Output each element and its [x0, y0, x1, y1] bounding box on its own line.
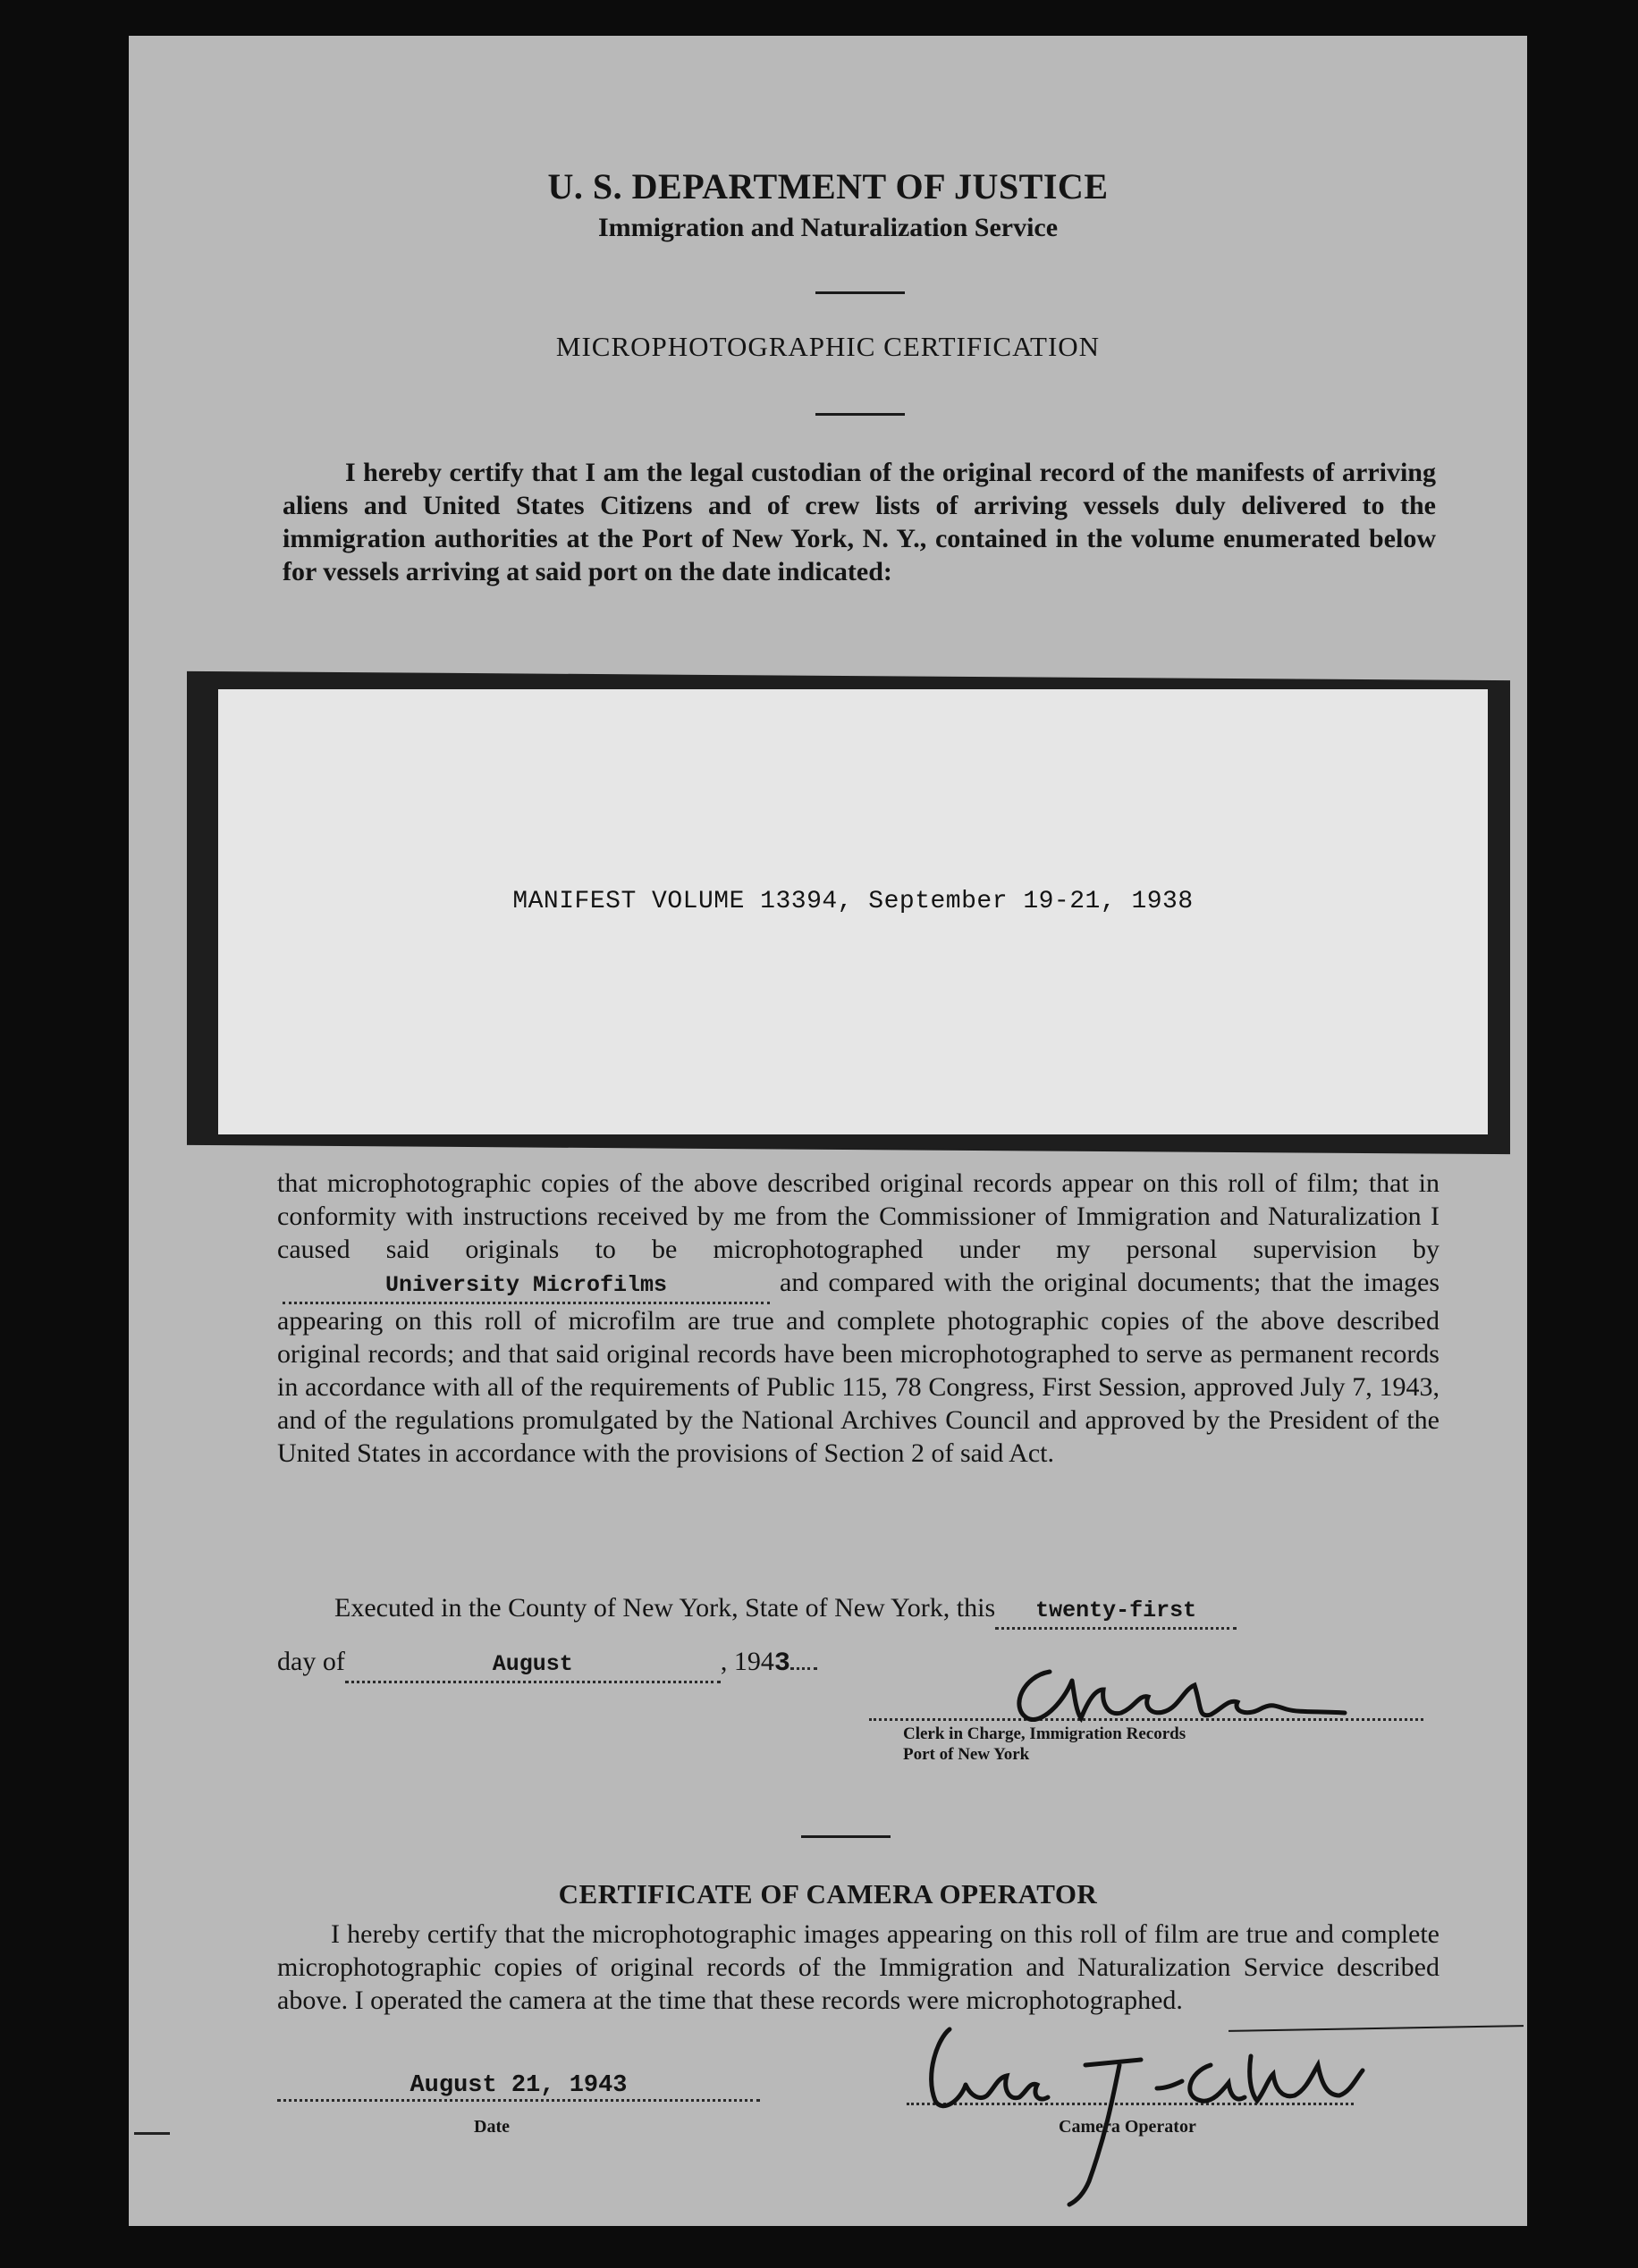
camera-operator-label: Camera Operator [1059, 2117, 1196, 2137]
clerk-title [903, 1724, 1186, 1765]
manifest-volume-text: MANIFEST VOLUME 13394, September 19-21, 1938 [512, 888, 1194, 915]
day-field: twenty-first [995, 1594, 1237, 1630]
body-text-2: and compared with the original documents; that the images appearing on this roll of microfilm are true and complete photographic copies of the above described original records; and that said original records have been microphotographed to serve as permanent records in accordance with all of the requirements of Public 115, 78 Congress, First Session, approved July 7, 1943, and of the regulations promulgated by the National Archives Council and approved by the President of the United States in accordance with the provisions of Section 2 of said Act. [277, 1268, 1440, 1468]
day-of-label: day of [277, 1647, 345, 1676]
year-dots [790, 1667, 817, 1670]
film-edge-mark [134, 2132, 170, 2135]
date-line [277, 1645, 903, 1683]
date-field: August 21, 1943 [277, 2072, 760, 2102]
divider [815, 413, 905, 416]
certificate-page [129, 36, 1527, 2226]
year-digit: 3 [773, 1648, 790, 1679]
date-label: Date [474, 2117, 510, 2137]
body-text-1: that microphotographic copies of the above described original records appear on this roll of film; that in conformity with instructions received by me from the Commissioner of Immigration and Naturalization I caused said originals to be microphotographed under my personal supervision by [277, 1168, 1440, 1264]
intro-text: I hereby certify that I am the legal custodian of the original record of the manifests of arriving aliens and United States Citizens and of crew lists of arriving vessels duly delivered to the immigration authorities at the Port of New York, N. Y., contained in the volume enumerated below for vessels arriving at said port on the date indicated: [283, 458, 1436, 586]
divider [815, 291, 905, 294]
filmed-by-field: University Microfilms [283, 1269, 770, 1304]
camera-certificate-heading: CERTIFICATE OF CAMERA OPERATOR [558, 1878, 1098, 1910]
clerk-title-line2: Port of New York [903, 1745, 1030, 1764]
camera-certificate-text: I hereby certify that the microphotographic images appearing on this roll of film are true and complete microphotographic copies of original records of the Immigration and Naturalization Service described above. I operated the camera at the time that these records were microphotographed. [277, 1919, 1440, 2015]
execution-prefix: Executed in the County of New York, State of New York, this [334, 1593, 996, 1623]
execution-line [334, 1591, 1443, 1630]
body-paragraph [277, 1167, 1440, 1470]
divider [801, 1835, 891, 1838]
month-field: August [345, 1648, 721, 1683]
manifest-inset-card [218, 689, 1488, 1134]
clerk-title-line1: Clerk in Charge, Immigration Records [903, 1724, 1186, 1743]
operator-signature-icon [898, 2002, 1398, 2208]
intro-paragraph [283, 456, 1436, 588]
form-title: MICROPHOTOGRAPHIC CERTIFICATION [555, 331, 1101, 362]
department-title: U. S. DEPARTMENT OF JUSTICE [547, 166, 1109, 207]
clerk-signature-icon [987, 1654, 1363, 1734]
service-subtitle: Immigration and Naturalization Service [597, 213, 1059, 242]
year-prefix: , 194 [720, 1647, 774, 1676]
